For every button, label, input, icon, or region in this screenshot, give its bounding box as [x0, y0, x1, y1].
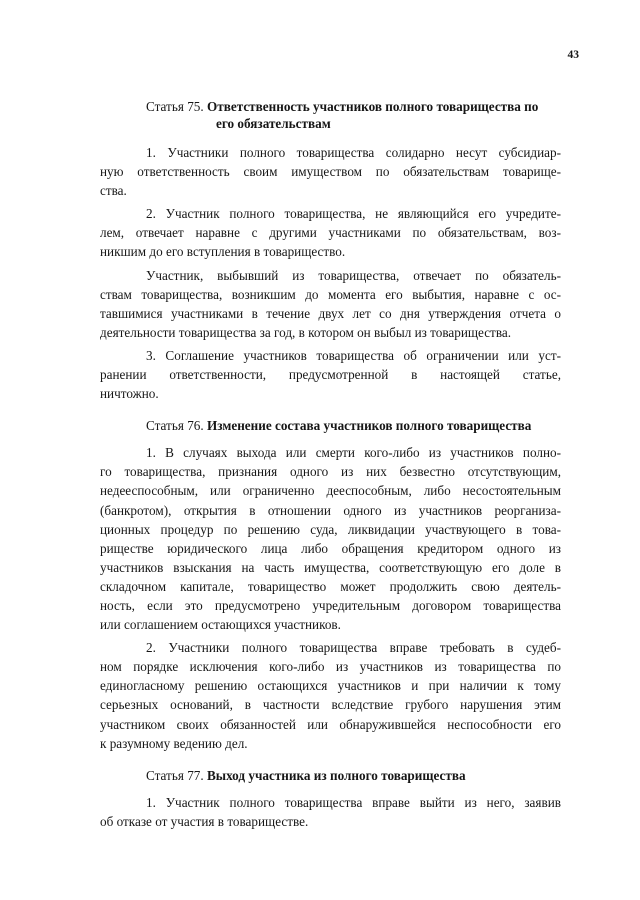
- article-75-title-line2: его обязательствам: [216, 116, 331, 131]
- text-line: риществе юридического лица либо обращения кредитором одного из: [100, 540, 561, 556]
- article-77-heading: [146, 767, 561, 784]
- text-line: никшим до его вступления в товарищество.: [100, 244, 346, 260]
- article-76-number: Статья 76.: [146, 418, 204, 434]
- article-76-paragraph-2: [100, 638, 561, 753]
- document-body: [100, 98, 561, 835]
- text-line: серьезных оснований, в частности вследствие грубого нарушения этим: [100, 697, 561, 713]
- text-line: или соглашением остающихся участников.: [100, 617, 341, 633]
- text-line: 1. В случаях выхода или смерти кого-либо из участников полно-: [146, 445, 561, 461]
- article-75-title-line1: Ответственность участников полного товарищества по: [206, 99, 539, 114]
- text-line: 1. Участник полного товарищества вправе выйти из него, заявив: [146, 794, 561, 810]
- text-line: ранении ответственности, предусмотренной в настоящей статье,: [100, 367, 561, 383]
- text-line: недееспособным, или ограниченно дееспособным, либо несостоятельным: [100, 483, 561, 499]
- text-line: ционных процедур по решению суда, ликвидации участвующего в това-: [100, 521, 561, 537]
- text-line: к разумному ведению дел.: [100, 735, 248, 751]
- article-76-heading: [146, 417, 561, 434]
- article-75-number: Статья 75.: [146, 99, 204, 114]
- text-line: ствам товарищества, возникшим до момента его выбытия, наравне с ос-: [100, 286, 561, 302]
- article-75-paragraph-4: [100, 346, 561, 403]
- text-line: ную ответственность своим имуществом по обязательствам товарище-: [100, 164, 561, 180]
- text-line: складочном капитале, товарищество может продолжить свою деятель-: [100, 578, 561, 594]
- page-number: 43: [567, 49, 579, 61]
- text-line: ность, если это предусмотрено учредительным договором товарищества: [100, 597, 561, 613]
- text-line: лем, отвечает наравне с другими участниками по обязательствам, воз-: [100, 225, 561, 241]
- text-line: ничтожно.: [100, 386, 159, 402]
- article-76-paragraph-1: [100, 443, 561, 634]
- text-line: ства.: [100, 183, 127, 199]
- text-line: (банкротом), открытия в отношении одного из участников реорганиза-: [100, 502, 561, 518]
- text-line: 3. Соглашение участников товарищества об ограничении или уст-: [146, 347, 561, 363]
- text-line: Участник, выбывший из товарищества, отвечает по обязатель-: [146, 267, 561, 283]
- article-76-title: Изменение состава участников полного товарищества: [206, 418, 532, 434]
- article-75-paragraph-3: [100, 266, 561, 342]
- text-line: деятельности товарищества за год, в котором он выбыл из товарищества.: [100, 324, 512, 340]
- article-77-paragraph-1: [100, 793, 561, 831]
- article-75-heading: [146, 98, 561, 132]
- text-line: 2. Участник полного товарищества, не являющийся его учредите-: [146, 206, 561, 222]
- article-75-paragraph-2: [100, 204, 561, 261]
- text-line: единогласному решению остающихся участников и при наличии к тому: [100, 678, 561, 694]
- text-line: участником своих обязанностей или обнаружившейся неспособности его: [100, 716, 561, 732]
- article-75-paragraph-1: [100, 143, 561, 200]
- text-line: тавшимися участниками в течение двух лет со дня утверждения отчета о: [100, 305, 561, 321]
- article-77-number: Статья 77.: [146, 767, 204, 783]
- text-line: 1. Участники полного товарищества солидарно несут субсидиар-: [146, 145, 561, 160]
- article-77-title: Выход участника из полного товарищества: [206, 767, 466, 783]
- text-line: об отказе от участия в товариществе.: [100, 813, 309, 829]
- text-line: го товарищества, признания одного из них безвестно отсутствующим,: [100, 464, 561, 480]
- text-line: ном порядке исключения кого-либо из участников из товарищества по: [100, 659, 561, 675]
- text-line: 2. Участники полного товарищества вправе требовать в судеб-: [146, 640, 561, 656]
- text-line: участников взыскания на часть имущества, соответствующую его доле в: [100, 559, 561, 575]
